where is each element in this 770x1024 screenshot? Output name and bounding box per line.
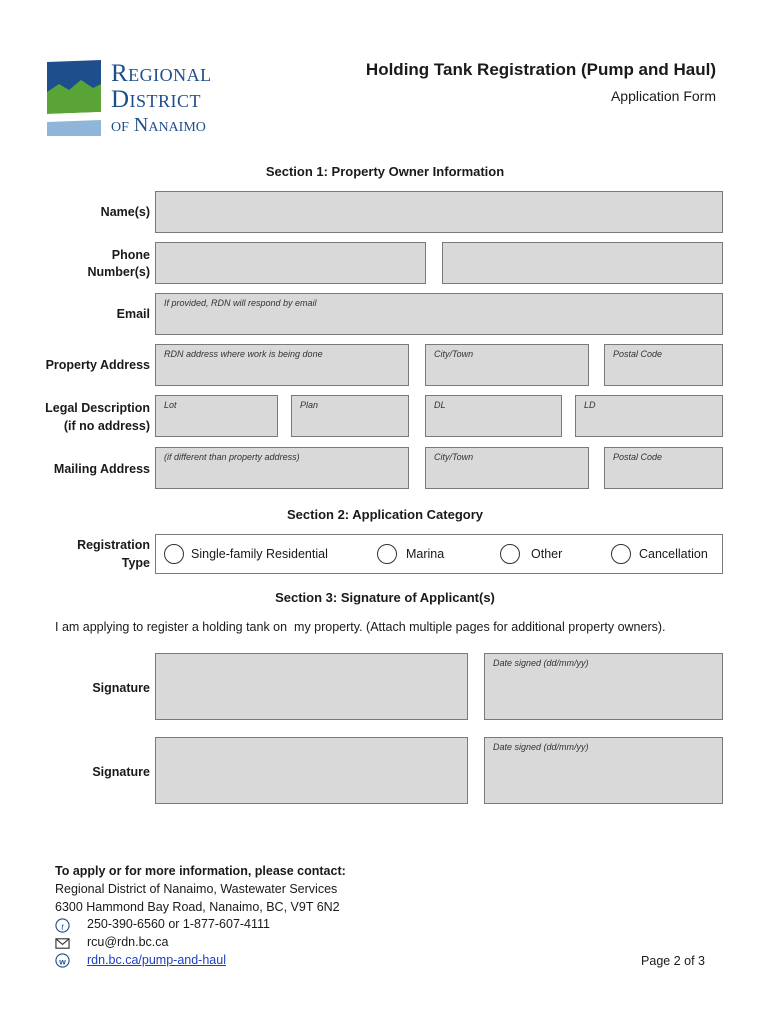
radio-cancellation-label: Cancellation — [639, 547, 708, 561]
email-field[interactable] — [155, 293, 723, 335]
legal-label-2: (if no address) — [63, 419, 150, 433]
radio-single-family-label: Single-family Residential — [191, 547, 328, 561]
property-postal-hint: Postal Code — [613, 349, 663, 359]
date-signed-field-1[interactable] — [484, 653, 723, 720]
signature-field-1[interactable] — [155, 653, 468, 720]
applicant-statement: I am applying to register a holding tank on my property. (Attach multiple pages for additional property owners). — [55, 620, 666, 634]
property-postal-field[interactable] — [604, 344, 723, 386]
contact-phone: 250-390-6560 or 1-877-607-4111 — [87, 917, 271, 931]
date-signed-hint-2: Date signed (dd/mm/yy) — [493, 742, 589, 752]
logo-line-3: of Nanaimo — [111, 114, 206, 136]
email-label: Email — [116, 307, 150, 321]
phone-field-2[interactable] — [442, 242, 723, 284]
page-number: Page 2 of 3 — [641, 954, 705, 968]
names-field[interactable] — [155, 191, 723, 233]
phone-label-1: Phone — [111, 248, 150, 262]
email-icon — [55, 936, 70, 951]
section-1-title: Section 1: Property Owner Information — [265, 164, 505, 179]
signature-label-1: Signature — [92, 681, 150, 695]
section-3-title: Section 3: Signature of Applicant(s) — [275, 590, 495, 605]
registration-type-label-2: Type — [121, 556, 150, 570]
phone-label-2: Number(s) — [87, 265, 150, 279]
mailing-postal-hint: Postal Code — [613, 452, 663, 462]
logo-line-1: Regional — [111, 60, 212, 87]
property-city-field[interactable] — [425, 344, 589, 386]
mailing-hint: (if different than property address) — [164, 452, 300, 462]
registration-type-label-1: Registration — [77, 538, 150, 552]
mailing-city-hint: City/Town — [434, 452, 474, 462]
radio-other[interactable] — [500, 544, 520, 564]
contact-address: 6300 Hammond Bay Road, Nanaimo, BC, V9T 6N2 — [55, 900, 340, 914]
radio-marina-label: Marina — [406, 547, 445, 561]
radio-other-label: Other — [531, 547, 563, 561]
property-address-label: Property Address — [45, 358, 150, 372]
email-hint: If provided, RDN will respond by email — [164, 298, 317, 308]
property-city-hint: City/Town — [434, 349, 474, 359]
property-address-hint: RDN address where work is being done — [164, 349, 323, 359]
signature-field-2[interactable] — [155, 737, 468, 804]
property-address-field[interactable] — [155, 344, 409, 386]
section-2-title: Section 2: Application Category — [287, 507, 483, 522]
svg-text:w: w — [59, 956, 66, 967]
plan-hint: Plan — [300, 400, 319, 410]
plan-field[interactable] — [291, 395, 409, 437]
radio-cancellation[interactable] — [611, 544, 631, 564]
rdn-logo-mark — [45, 58, 103, 138]
date-signed-hint-1: Date signed (dd/mm/yy) — [493, 658, 589, 668]
names-label: Name(s) — [100, 205, 150, 219]
legal-label-1: Legal Description — [45, 401, 150, 415]
registration-type-group — [155, 534, 723, 574]
signature-label-2: Signature — [92, 765, 150, 779]
ld-hint: LD — [584, 400, 596, 410]
web-icon — [55, 953, 70, 968]
dl-hint: DL — [434, 400, 446, 410]
contact-email: rcu@rdn.bc.ca — [87, 935, 169, 949]
radio-marina[interactable] — [377, 544, 397, 564]
lot-field[interactable] — [155, 395, 278, 437]
mailing-address-field[interactable] — [155, 447, 409, 489]
contact-heading: To apply or for more information, please contact: — [55, 864, 346, 878]
ld-field[interactable] — [575, 395, 723, 437]
radio-single-family[interactable] — [164, 544, 184, 564]
form-subtitle: Application Form — [610, 88, 716, 104]
rdn-logo — [45, 58, 245, 140]
mailing-label: Mailing Address — [53, 462, 150, 476]
logo-line-2: District — [111, 86, 202, 113]
form-title: Holding Tank Registration (Pump and Haul) — [365, 60, 716, 79]
phone-field-1[interactable] — [155, 242, 426, 284]
phone-icon — [55, 918, 70, 933]
mailing-postal-field[interactable] — [604, 447, 723, 489]
dl-field[interactable] — [425, 395, 562, 437]
mailing-city-field[interactable] — [425, 447, 589, 489]
date-signed-field-2[interactable] — [484, 737, 723, 804]
contact-web-link[interactable]: rdn.bc.ca/pump-and-haul — [87, 953, 226, 967]
contact-org: Regional District of Nanaimo, Wastewater Services — [55, 882, 338, 896]
svg-text:t: t — [61, 922, 64, 933]
lot-hint: Lot — [164, 400, 177, 410]
